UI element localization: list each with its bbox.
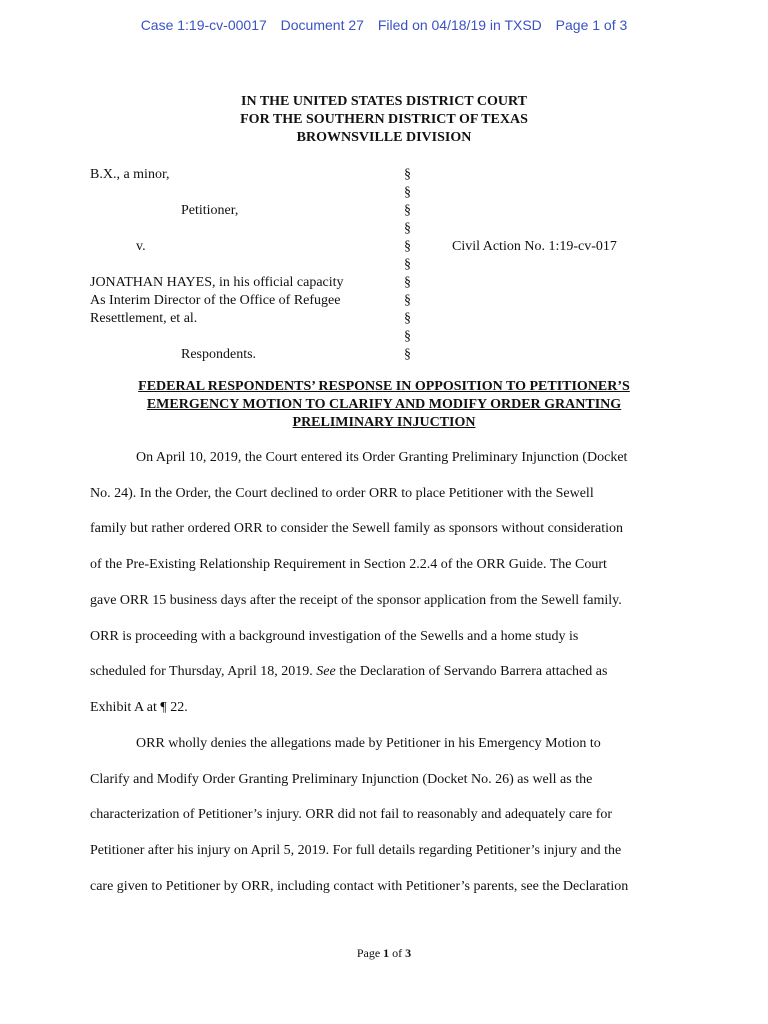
paragraph-line: Petitioner after his injury on April 5, 2019. For full details regarding Petitioner’s injury and the (90, 843, 622, 859)
section-symbol: § (404, 185, 411, 200)
paragraph-line: care given to Petitioner by ORR, including contact with Petitioner’s parents, see the Declaration (90, 878, 629, 894)
civil-action-number: Civil Action No. 1:19-cv-017 (452, 239, 617, 254)
title-line-1: FEDERAL RESPONDENTS’ RESPONSE IN OPPOSITION TO PETITIONER’S (138, 379, 630, 394)
paragraph-line: Exhibit A at ¶ 22. (90, 699, 188, 715)
paragraph-line: gave ORR 15 business days after the receipt of the sponsor application from the Sewell family. (90, 592, 622, 608)
court-line-3: BROWNSVILLE DIVISION (296, 130, 472, 145)
document-title (0, 378, 768, 432)
paragraph-line: No. 24). In the Order, the Court declined to order ORR to place Petitioner with the Sewell (90, 485, 594, 501)
petitioner-name: B.X., a minor, (90, 167, 170, 182)
section-symbol: § (404, 293, 411, 308)
section-symbol: § (404, 311, 411, 326)
ecf-page-count: Page 1 of 3 (555, 17, 628, 33)
paragraph-text: scheduled for Thursday, April 18, 2019. (90, 664, 317, 680)
title-line-2: EMERGENCY MOTION TO CLARIFY AND MODIFY ORDER GRANTING (146, 397, 622, 412)
respondent-line-2: As Interim Director of the Office of Refugee (90, 293, 341, 308)
ecf-filed-date: Filed on 04/18/19 in TXSD (377, 17, 542, 33)
body-paragraph-2 (90, 726, 680, 905)
section-symbol: § (404, 203, 411, 218)
section-symbol: § (404, 239, 411, 254)
petitioner-label: Petitioner, (181, 203, 239, 218)
section-symbol: § (404, 329, 411, 344)
paragraph-line: On April 10, 2019, the Court entered its Order Granting Preliminary Injunction (Docket (136, 450, 628, 465)
paragraph-line: Clarify and Modify Order Granting Preliminary Injunction (Docket No. 26) as well as the (90, 771, 593, 787)
paragraph-line: family but rather ordered ORR to consider the Sewell family as sponsors without consideration (90, 521, 624, 537)
respondent-line-1: JONATHAN HAYES, in his official capacity (90, 275, 344, 290)
versus-label: v. (136, 239, 146, 254)
paragraph-line: ORR is proceeding with a background investigation of the Sewells and a home study is (90, 628, 579, 644)
paragraph-line: characterization of Petitioner’s injury. ORR did not fail to reasonably and adequately care for (90, 807, 613, 823)
footer-of-word: of (392, 946, 403, 960)
paragraph-line: ORR wholly denies the allegations made by Petitioner in his Emergency Motion to (136, 736, 601, 751)
section-symbol: § (404, 257, 411, 272)
section-symbol: § (404, 167, 411, 182)
paragraph-text: the Declaration of Servando Barrera attached as (335, 664, 608, 680)
title-line-3: PRELIMINARY INJUCTION (292, 415, 476, 430)
ecf-document-number: Document 27 (280, 17, 364, 33)
footer-page-word: Page (356, 946, 381, 960)
section-symbol: § (404, 347, 411, 362)
paragraph-line: of the Pre-Existing Relationship Requirement in Section 2.2.4 of the ORR Guide. The Court (90, 557, 607, 573)
section-symbol: § (404, 275, 411, 290)
footer-total-pages: 3 (405, 946, 412, 960)
court-heading (0, 93, 768, 147)
section-symbol-column (404, 166, 411, 364)
respondent-line-3: Resettlement, et al. (90, 311, 198, 326)
footer-current-page: 1 (383, 946, 390, 960)
paragraph-line (90, 654, 680, 690)
ecf-case-number: Case 1:19-cv-00017 (140, 17, 267, 33)
body-paragraph-1 (90, 440, 680, 726)
court-line-2: FOR THE SOUTHERN DISTRICT OF TEXAS (240, 112, 528, 127)
page-footer (0, 946, 768, 961)
citation-signal: See (316, 664, 336, 680)
section-symbol: § (404, 221, 411, 236)
respondents-label: Respondents. (181, 347, 257, 362)
court-line-1: IN THE UNITED STATES DISTRICT COURT (241, 94, 527, 109)
ecf-filing-header (0, 17, 768, 33)
